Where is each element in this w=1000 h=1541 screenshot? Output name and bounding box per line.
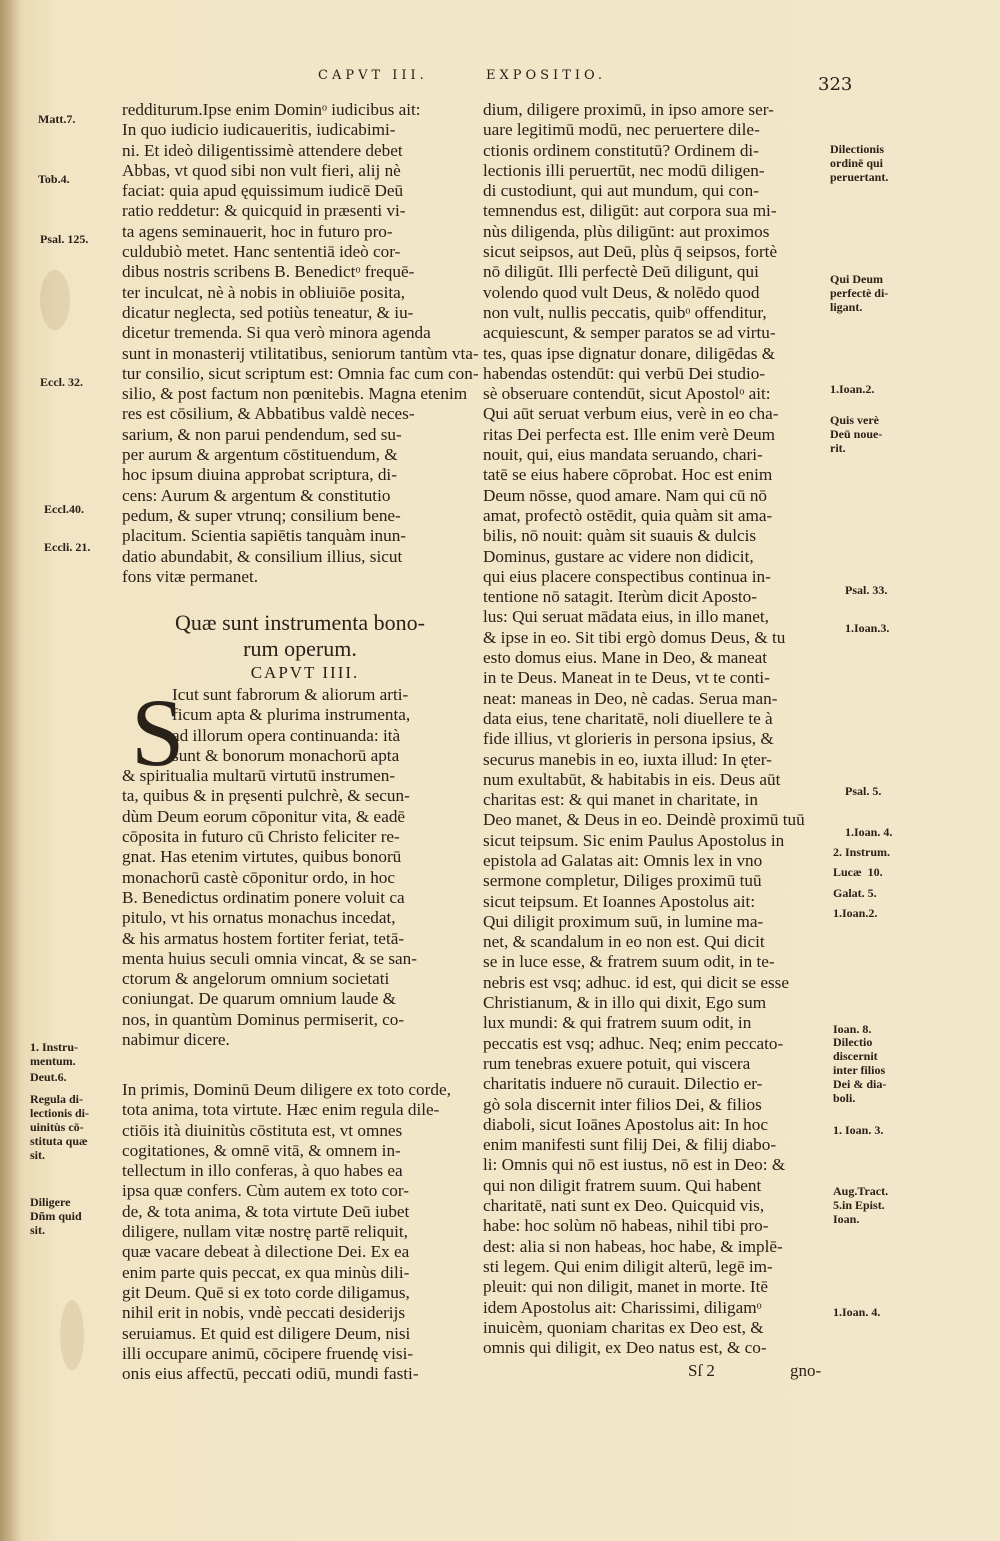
text-line: quæ vacare debeat à dilectione Dei. Ex ea (122, 1242, 410, 1262)
text-line: pleuit: qui non diligit, manet in morte. Itē (483, 1277, 768, 1297)
text-line: de, & tota anima, & tota virtute Deū iubet (122, 1201, 410, 1221)
text-line: nouit, qui, eius mandata seruando, chari- (483, 445, 763, 465)
text-line: dibus nostris scribens B. Benedictᵒ frequē- (122, 262, 415, 282)
margin-note: Psal. 125. (40, 232, 89, 246)
margin-note: 2. Instrum. (833, 845, 891, 859)
text-line: onis eius affectū, peccati odiū, mundi fasti- (122, 1364, 419, 1384)
text-line: volendo quod vult Deus, & nolēdo quod (483, 282, 760, 302)
chapter-body-text (122, 679, 474, 1050)
text-line: sicut teipsum. Et Ioannes Apostolus ait: (483, 891, 756, 911)
text-line: & his armatus hostem fortiter feriat, tetā- (122, 928, 405, 948)
text-line: idem Apostolus ait: Charissimi, diligamᵒ (483, 1297, 762, 1317)
text-line: se in luce esse, & fratrem suum odit, in te- (483, 952, 775, 972)
text-line: ter inculcat, nè à nobis in obliuiōe posita, (122, 282, 406, 302)
text-line: epistola ad Galatas ait: Omnis lex in vno (483, 850, 763, 870)
catchword: gno- (790, 1361, 822, 1380)
text-line: culdubiò metet. Hanc sententiā ideò cor- (122, 242, 401, 262)
text-line: charitatis induere nō curauit. Dilectio er- (483, 1074, 763, 1094)
running-head-left: CAPVT III. (318, 68, 428, 83)
text-line: res est cōsilium, & Abbatibus valdè neces- (122, 404, 415, 424)
margin-note: Galat. 5. (833, 886, 877, 900)
text-line: per aurum & argentum cōstituendum, & (122, 445, 398, 465)
text-line: ta agens seminauerit, hoc in futuro pro- (122, 221, 393, 241)
text-line: git Deum. Quē si ex toto corde diligamus, (122, 1282, 410, 1302)
text-line: ctorum & angelorum omnium societati (122, 969, 390, 989)
text-line: nos, in quantùm Dominus permiserit, co- (122, 1009, 405, 1029)
text-line: charitas est: & qui manet in charitate, in (483, 790, 758, 810)
text-line: peccatis est vsq; adhuc. Neq; enim peccato- (483, 1033, 784, 1053)
text-line: ipsa quæ confers. Cùm autem ex toto cor- (122, 1181, 410, 1201)
text-line: qui eius placere conspectibus continua in- (483, 566, 771, 586)
text-line: ad illorum opera continuanda: ità (172, 725, 401, 745)
text-line: sicut teipsum. Sic enim Paulus Apostolus in (483, 830, 785, 850)
text-line: Deo manet, & Deus in eo. Deindè proximū tuū (483, 810, 805, 830)
margin-note: 1.Ioan. 4. (833, 1305, 881, 1319)
margin-note: Quis verè Deū noue- rit. (830, 413, 883, 455)
margin-note: Psal. 33. (845, 583, 888, 597)
text-line: dest: alia si non habeas, hoc habe, & implē- (483, 1236, 783, 1256)
margin-note: Eccl. 32. (40, 375, 83, 389)
text-line: seruiamus. Et quid est diligere Deum, nisi (122, 1323, 411, 1343)
text-line: ficum apta & plurima instrumenta, (172, 705, 411, 725)
signature-mark: Sſ 2 (688, 1361, 715, 1380)
stain (60, 1300, 84, 1370)
text-line: tes, quas ipse dignatur donare, diligēdas & (483, 343, 776, 363)
text-line: tota anima, tota virtute. Hæc enim regula dile- (122, 1100, 440, 1120)
margin-note: 1. Ioan. 3. (833, 1123, 884, 1137)
text-line: sunt & bonorum monachorū apta (172, 745, 400, 765)
text-line: lectionis illi peruertūt, nec modū diligen- (483, 160, 765, 180)
text-line: enim manifesti sunt filij Dei, & filij diabo- (483, 1135, 777, 1155)
right-column-text (483, 100, 833, 1358)
margin-note: Dilectio discernit inter filios Dei & dia- boli. (833, 1035, 887, 1105)
text-line: lus: Qui seruat mādata eius, in illo manet, (483, 607, 769, 627)
text-line: uare legitimū modū, nec peruertere dile- (483, 120, 760, 140)
text-line: securus manebis in eo, iuxta illud: In ęter- (483, 749, 772, 769)
text-line: Christianum, & in illo qui dixit, Ego sum (483, 993, 767, 1013)
stain (40, 270, 70, 330)
margin-note: Eccli. 21. (44, 540, 91, 554)
margin-note: 1. Instru- mentum. (30, 1040, 79, 1068)
text-line: habe: hoc solùm nō habeas, nihil tibi pro- (483, 1216, 769, 1236)
text-line: Dominus, gustare ac videre non didicit, (483, 546, 754, 566)
text-line: amat, profectò ostēdit, quia quàm sit ama- (483, 505, 773, 525)
text-line: datio abundabit, & consilium illius, sicut (122, 546, 403, 566)
text-line: cens: Aurum & argentum & constitutio (122, 485, 391, 505)
text-line: ratio reddetur: & quicquid in præsenti vi- (122, 201, 406, 221)
text-line: di custodiunt, qui aut mundum, qui con- (483, 181, 759, 201)
margin-note: Psal. 5. (845, 784, 882, 798)
text-line: faciat: quia apud ęquissimum iudicē Deū (122, 181, 404, 201)
text-line: esto domus eius. Mane in Deo, & maneat (483, 648, 768, 668)
text-line: sti legem. Qui enim diligit alterū, legē im- (483, 1256, 773, 1276)
left-column-text (122, 100, 479, 587)
text-line: temnendus est, diligūt: aut corpora sua mi- (483, 201, 777, 221)
chapter-title-line: Quæ sunt instrumenta bono- (175, 610, 425, 635)
text-line: Abbas, vt quod sibi non vult fieri, alij nè (122, 160, 401, 180)
text-line: coniungat. De quarum omnium laude & (122, 989, 396, 1009)
text-line: Deum nōsse, quod amare. Nam qui cū nō (483, 485, 768, 505)
text-line: nùs diligenda, plùs diligūnt: aut proximos (483, 221, 770, 241)
text-line: lux mundi: & qui fratrem suum odit, in (483, 1013, 752, 1033)
margin-note: 1.Ioan. 4. (845, 825, 893, 839)
text-line: data eius, tene charitatē, noli diuellere te à (483, 708, 773, 728)
text-line: fons vitæ permanet. (122, 566, 259, 586)
text-line: num exultabūt, & habitabis in eis. Deus aūt (483, 769, 781, 789)
text-line: charitatē, nati sunt ex Deo. Quicquid vis, (483, 1196, 765, 1216)
text-line: Qui diligit proximum suū, in lumine ma- (483, 911, 764, 931)
chapter-title-line: rum operum. (243, 636, 357, 661)
running-head-right: EXPOSITIO. (486, 68, 607, 83)
text-line: sunt in monasterij vtilitatibus, seniorum tantùm vta- (122, 343, 479, 363)
text-line: silio, & post factum non pœnitebis. Magna etenim (122, 384, 468, 404)
text-line: neat: maneas in Deo, nè cadas. Serua man- (483, 688, 778, 708)
text-line: sicut seipsos, aut Deū, plùs q̄ seipsos, fortè (483, 242, 778, 262)
text-line: In quo iudicio iudicaueritis, iudicabimi- (122, 120, 396, 140)
margin-note: 1.Ioan.3. (845, 621, 890, 635)
margin-note: Aug.Tract. 5.in Epist. Ioan. (833, 1184, 889, 1226)
text-line: habendas ostendūt: qui verbū Dei studio- (483, 363, 766, 383)
margin-note: Regula di- lectionis di- uinitùs cō- stituta quæ sit. (30, 1092, 89, 1162)
text-line: sermone completur, Diliges proximū tuū (483, 871, 762, 891)
text-line: inuicèm, quoniam charitas ex Deo est, & (483, 1317, 764, 1337)
text-line: diaboli, sicut Ioānes Apostolus ait: In hoc (483, 1114, 768, 1134)
text-line: dùm Deum eorum cōponitur vita, & eadē (122, 806, 406, 826)
text-line: tatē se eius habere cōprobat. Hoc est enim (483, 465, 773, 485)
text-line: hoc ipsum diuina approbat scriptura, di- (122, 465, 397, 485)
text-line: nabimur dicere. (122, 1030, 230, 1050)
margin-note: 1.Ioan.2. (833, 906, 878, 920)
text-line: & ipse in eo. Sit tibi ergò domus Deus, & tu (483, 627, 786, 647)
margin-note: Deut.6. (30, 1070, 67, 1084)
text-line: li: Omnis qui nō est iustus, nō est in Deo: & (483, 1155, 786, 1175)
text-line: fide illius, vt glorieris in persona ipsius, & (483, 729, 774, 749)
text-line: pedum, & super vtrunq; consilium bene- (122, 505, 401, 525)
drop-initial: S (131, 679, 185, 786)
text-line: monachorū castè cōponitur ordo, in hoc (122, 867, 396, 887)
text-line: ctionis ordinem constitutū? Ordinem di- (483, 140, 759, 160)
text-line: B. Benedictus ordinatim ponere voluit ca (122, 887, 405, 907)
text-line: net, & scandalum in eo non est. Qui dicit (483, 932, 765, 952)
text-line: sarium, & non parui pendendum, sed su- (122, 424, 402, 444)
text-line: redditurum.Ipse enim Dominᵒ iudicibus ait: (122, 100, 421, 119)
text-line: ta, quibus & in pręsenti pulchrè, & secun- (122, 786, 410, 806)
text-line: ritas Dei perfecta est. Ille enim verè Deum (483, 424, 776, 444)
text-line: bilis, nō nouit: quàm sit suauis & dulcis (483, 526, 757, 546)
text-line: illi occupare animū, cōcipere fruendę visi- (122, 1343, 414, 1363)
text-line: rum tenebras exuere potuit, qui viscera (483, 1053, 751, 1073)
text-line: enim parte quis peccat, ex qua minùs dili- (122, 1262, 410, 1282)
text-line: in te Deus. Maneat in te Deus, vt te conti- (483, 668, 770, 688)
margin-note: Dilectionis ordinē qui peruertant. (830, 142, 889, 184)
text-line: diligere, nullam vitæ nostrę partē reliquit, (122, 1222, 408, 1242)
text-line: cōposita in futuro cū Christo feliciter re- (122, 827, 400, 847)
text-line: tellectum in illo conferas, à quo habes ea (122, 1161, 403, 1181)
text-line: pitulo, vt his ornatus monachus incedat, (122, 908, 396, 928)
text-line: qui non diligit fratrem suum. Qui habent (483, 1175, 762, 1195)
text-line: tur consilio, sicut scriptum est: Omnia fac cum con- (122, 363, 479, 383)
text-line: acquiescunt, & semper paratos se ad virtu- (483, 323, 776, 343)
text-line: tentione nō satagit. Iterùm dicit Aposto- (483, 587, 757, 607)
chapter-title (145, 610, 455, 662)
chapter-number: CAPVT IIII. (250, 663, 360, 682)
text-line: menta huius seculi omnia vincat, & se san- (122, 948, 417, 968)
text-line: Icut sunt fabrorum & aliorum arti- (172, 685, 409, 704)
text-line: nihil erit in nobis, vndè peccati desiderijs (122, 1303, 406, 1323)
margin-note: Eccl.40. (44, 502, 84, 516)
rule-text (122, 1080, 474, 1384)
margin-note: Tob.4. (38, 172, 70, 186)
margin-note: Ioan. 8. (833, 1022, 872, 1036)
text-line: ni. Et ideò diligentissimè attendere debet (122, 140, 403, 160)
text-line: omnis qui diligit, ex Deo natus est, & co- (483, 1338, 767, 1358)
text-line: cogitationes, & omnē vitā, & omnem in- (122, 1140, 401, 1160)
text-line: gò sola discernit inter filios Dei, & filios (483, 1094, 762, 1114)
text-line: dium, diligere proximū, in ipso amore ser- (483, 100, 774, 119)
text-line: & spiritualia multarū virtutū instrumen- (122, 766, 396, 786)
text-line: non vult, nullis peccatis, quibᵒ offenditur, (483, 302, 767, 322)
text-line: In primis, Dominū Deum diligere ex toto corde, (122, 1080, 451, 1099)
text-line: dicatur neglecta, sed potiùs teneatur, & iu- (122, 302, 414, 322)
text-line: placitum. Scientia sapiētis tanquàm inun- (122, 526, 407, 546)
margin-note: Matt.7. (38, 112, 76, 126)
margin-note: Diligere Dñm quid sit. (30, 1195, 82, 1237)
text-line: nō diligūt. Illi perfectè Deū diligunt, qui (483, 262, 759, 282)
margin-note: 1.Ioan.2. (830, 382, 875, 396)
text-line: Qui aūt seruat verbum eius, verè in eo cha- (483, 404, 779, 424)
text-line: nebris est vsq; adhuc. id est, qui dicit se esse (483, 972, 789, 992)
page-edge-shadow (0, 0, 22, 1541)
margin-note: Lucæ 10. (833, 865, 883, 879)
text-line: ctiōis ità diuinitùs cōstituta est, vt omnes (122, 1120, 403, 1140)
page-number: 323 (818, 74, 853, 95)
margin-note: Qui Deum perfectè di- ligant. (830, 272, 889, 314)
text-line: gnat. Has etenim virtutes, quibus bonorū (122, 847, 402, 867)
text-line: sè obseruare contendūt, sicut Apostolᵒ ait: (483, 384, 771, 404)
text-line: dicetur tremenda. Si qua verò minora agenda (122, 323, 431, 343)
